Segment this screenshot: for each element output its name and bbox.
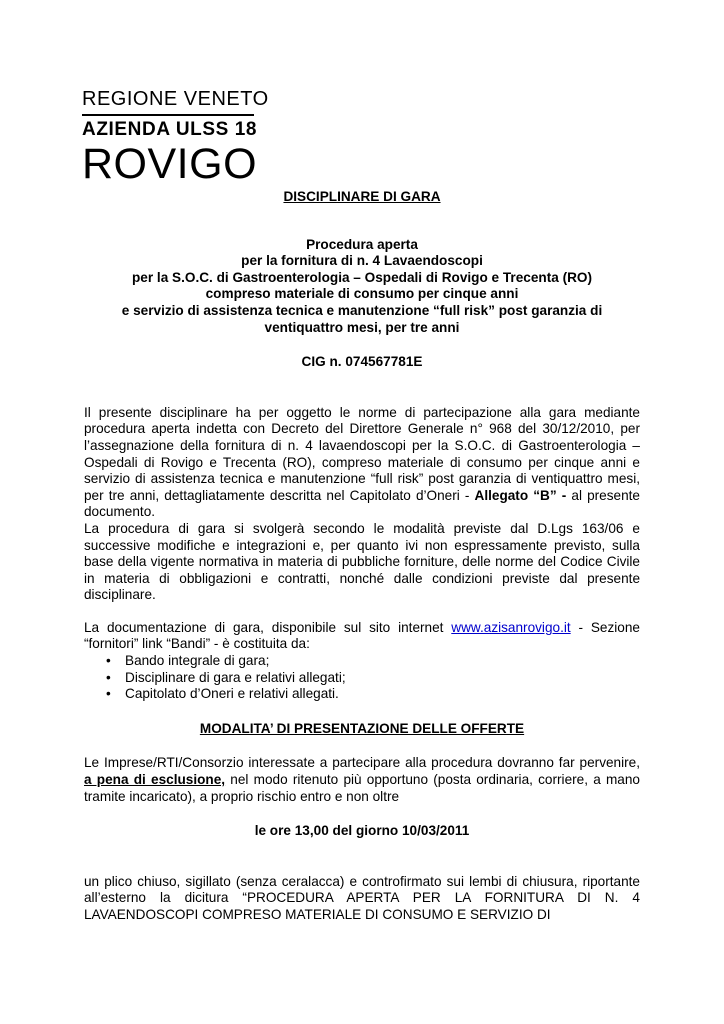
paragraph-submission	[84, 755, 640, 805]
logo-agency-text: AZIENDA ULSS 18	[82, 119, 258, 140]
logo-city-text: ROVIGO	[82, 140, 258, 188]
paragraph-envelope: un plico chiuso, sigillato (senza ceralacca) e controfirmato sui lembi di chiusura, riportante all’esterno la dicitura “PROCEDURA APERTA PER LA FORNITURA DI N. 4 LAVAENDOSCOPI COMPRESO MATERIALE DI CONSUMO E SERVIZIO DI	[84, 873, 640, 922]
paragraph-submission-post: nel modo ritenuto più opportuno (posta ordinaria, corriere, a mano tramite incaricato), a proprio rischio entro e non oltre	[84, 772, 640, 804]
website-link[interactable]: www.azisanrovigo.it	[451, 619, 571, 635]
documentation-list	[84, 653, 640, 703]
list-item: • Bando integrale di gara;	[125, 653, 640, 670]
document-title: DISCIPLINARE DI GARA	[283, 189, 441, 204]
list-item: • Capitolato d’Oneri e relativi allegati.	[125, 686, 640, 703]
annex-reference: Allegato “B” -	[474, 487, 567, 503]
procedure-heading	[84, 237, 640, 337]
deadline: le ore 13,00 del giorno 10/03/2011	[254, 823, 470, 839]
organization-logo	[82, 88, 269, 188]
list-item: • Disciplinare di gara e relativi allegati;	[125, 670, 640, 687]
paragraph-documentation	[84, 620, 640, 653]
procedure-line-2: per la fornitura di n. 4 Lavaendoscopi	[241, 253, 483, 269]
procedure-line-3: per la S.O.C. di Gastroenterologia – Ospedali di Rovigo e Trecenta (RO)	[131, 269, 593, 285]
logo-region-text: REGIONE VENETO	[82, 88, 269, 110]
paragraph-documentation-post: - Sezione “fornitori” link “Bandi” - è costituita da:	[84, 619, 640, 652]
cig-code: CIG n. 074567781E	[301, 354, 423, 370]
paragraph-object-tail: al presente documento.	[84, 487, 640, 520]
procedure-line-5: e servizio di assistenza tecnica e manutenzione “full risk” post garanzia di	[121, 302, 603, 318]
paragraph-procedure: La procedura di gara si svolgerà secondo le modalità previste dal D.Lgs 163/06 e successive modifiche e integrazioni e, per quanto ivi non espressamente previsto, sulla base della vigente normativa in materia di pubbliche forniture, delle norme del Codice Civile in materia di obbligazioni e contratti, nonché dalle condizioni previste dal presente disciplinare.	[84, 520, 640, 603]
procedure-line-1: Procedura aperta	[306, 236, 418, 252]
procedure-line-4: compreso materiale di consumo per cinque anni	[205, 286, 519, 302]
paragraph-object	[84, 405, 640, 521]
paragraph-submission-pre: Le Imprese/RTI/Consorzio interessate a partecipare alla procedura dovranno far pervenire,	[84, 755, 640, 771]
section-heading: MODALITA’ DI PRESENTAZIONE DELLE OFFERTE	[199, 720, 525, 736]
exclusion-notice: a pena di esclusione,	[84, 772, 226, 788]
paragraph-documentation-pre: La documentazione di gara, disponibile sul sito internet	[84, 619, 452, 635]
paragraph-object-text: Il presente disciplinare ha per oggetto le norme di partecipazione alla gara mediante procedura aperta indetta con Decreto del Direttore Generale n° 968 del 30/12/2010, per l’assegnazione della fornitura di n. 4 lavaendoscopi per la S.O.C. di Gastroenterologia – Ospedali di Rovigo e Trecenta (RO), compreso materiale di consumo per cinque anni e servizio di assistenza tecnica e manutenzione “full risk” post garanzia di ventiquattro mesi, per tre anni, dettagliatamente descritta nel Capitolato d’Oneri -	[84, 404, 640, 503]
logo-divider	[82, 114, 254, 116]
document-body	[84, 189, 640, 924]
procedure-line-6: ventiquattro mesi, per tre anni	[264, 319, 460, 335]
